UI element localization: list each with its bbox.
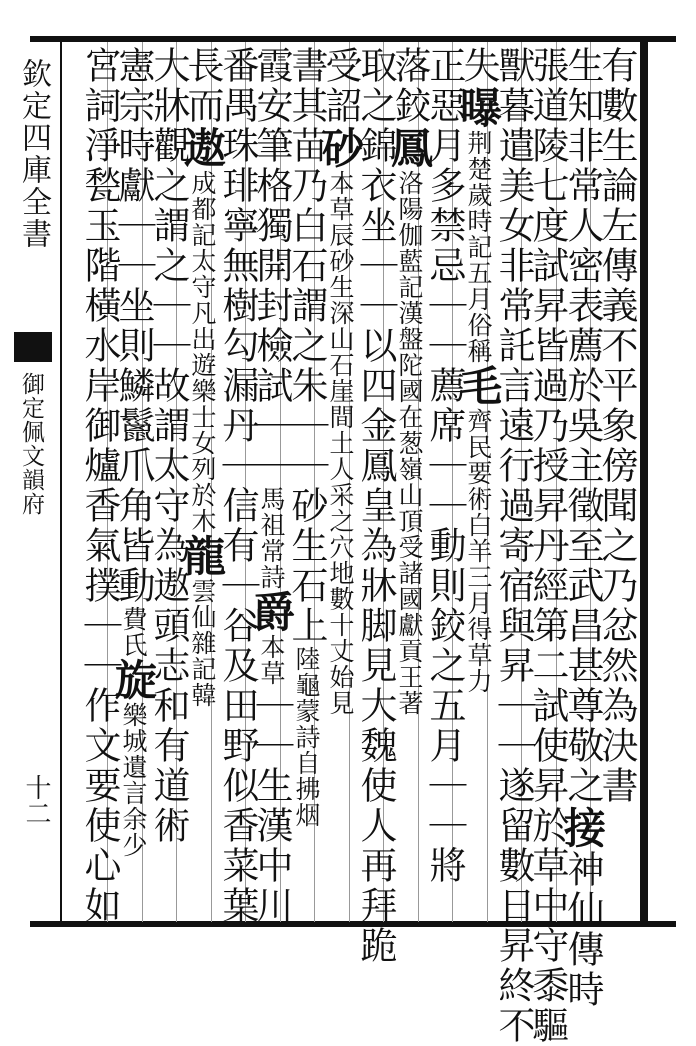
citation-note: 本草辰砂生深山石崖間土人采之穴地數十丈始見 [326, 170, 355, 716]
text-run: 獸暮遣美女非常託言遠行過寄宿與昇 [492, 46, 535, 686]
book-title: 欽定四庫全書 [16, 58, 51, 250]
text-run: 霞安筆格獨開封檢試 [250, 46, 293, 406]
text-run: 將 [423, 846, 466, 886]
text-run: 取之 [354, 46, 397, 126]
citation-note: 荆楚歲時記五月俗稱 [464, 130, 493, 364]
text-run: 坐則鱗鬣爪角皆動 [112, 286, 155, 606]
text-run: 錦衣坐 [354, 126, 397, 246]
text-run: 受詔 [319, 46, 362, 126]
citation-note: 齊民要術白羊三月得草力 [464, 408, 493, 694]
text-run: 其苗乃白石謂之朱 [285, 86, 328, 406]
text-run: ｜｜ [285, 406, 328, 486]
page-margin [2, 46, 58, 916]
text-run: 憲宗時獻 [112, 46, 155, 206]
text-run: 大 [147, 46, 190, 86]
text-run: 作文要使心如 [78, 686, 121, 926]
text-run: 生漢中川 [250, 766, 293, 926]
citation-note: 樂城遺言余少 [119, 702, 148, 858]
text-run: ｜｜ [423, 766, 466, 846]
headword: 毛 [454, 364, 503, 408]
text-run: 有數生論左傳義不平象傍聞之乃忿然為決書 [595, 46, 638, 806]
text-run: 志和有道術 [147, 646, 190, 846]
text-run: ｜｜ [423, 286, 466, 366]
text-run: ｜｜ [423, 446, 466, 526]
text-run: ｜ [216, 446, 259, 486]
text-run: 生知非常人密表薦於吳主徵至武昌甚尊敬之 [561, 46, 604, 806]
page-number: 十二 [21, 774, 51, 826]
headword: 鳳 [385, 126, 434, 170]
headword: 爵 [247, 590, 296, 634]
text-run: 砂生石上 [285, 486, 328, 646]
headword: 接 [558, 806, 607, 850]
text-run: 谷及田野似香菜葉 [216, 606, 259, 926]
text-run: 以四金鳳皇為牀脚見大魏使人再拜跪 [354, 326, 397, 966]
citation-note: 費氏 [119, 606, 148, 658]
headword: 旋 [109, 658, 158, 702]
text-run: 番禺珠琲寧無樹勾漏丹 [216, 46, 259, 446]
text-run: 惡月多禁忌 [423, 86, 466, 286]
fishtail-block [14, 332, 52, 362]
text-run: ｜｜ [354, 246, 397, 326]
headword: 曝 [454, 86, 503, 130]
text-run: 動則鉸之五月 [423, 526, 466, 766]
text-run: 正 [423, 46, 466, 86]
text-run: 神仙傳時 [561, 850, 604, 1010]
text-run: 信有 [216, 486, 259, 566]
text-run: 故謂太守為遨頭 [147, 366, 190, 646]
text-run: ｜｜ [250, 406, 293, 486]
citation-note: 雲仙雜記韓 [188, 578, 217, 708]
headword: 遨 [178, 126, 227, 170]
text-run: ｜｜ [250, 686, 293, 766]
text-run: 落鉸 [388, 46, 431, 126]
headword: 龍 [178, 534, 227, 578]
text-column [77, 46, 121, 926]
text-run: 張道陵七度試昇皆過乃授昇丹經第二試使昇於草中守黍驅 [526, 46, 569, 1046]
text-run: 宮詞淨甃玉階橫水岸御爐香氣撲 [78, 46, 121, 606]
text-run: 長而 [181, 46, 224, 126]
text-run: ｜｜ [492, 686, 535, 766]
page-frame-right [640, 36, 648, 927]
text-run: ｜ [216, 566, 259, 606]
page-frame-left [60, 40, 62, 926]
text-run: ｜｜ [78, 606, 121, 686]
citation-note: 本草 [257, 634, 286, 686]
citation-note: 洛陽伽藍記漢盤陀國在葱嶺山頂受諸國獻貢王著 [395, 170, 424, 716]
text-run: 牀觀之謂之 [147, 86, 190, 286]
text-run: ｜｜ [147, 286, 190, 366]
text-run: ｜｜ [112, 206, 155, 286]
citation-note: 陸龜蒙詩自拂烟 [292, 646, 321, 828]
text-run: 書 [285, 46, 328, 86]
source-title: 御定佩文韻府 [18, 372, 44, 516]
text-run: 薦席 [423, 366, 466, 446]
text-run: 遂留數日昇終不 [492, 766, 535, 1046]
text-run: 失 [457, 46, 500, 86]
page-frame-top [30, 36, 676, 42]
headword: 砂 [316, 126, 365, 170]
citation-note: 馬祖常詩 [257, 486, 286, 590]
citation-note: 成都記太守凡出遊樂士女列於木 [188, 170, 217, 534]
